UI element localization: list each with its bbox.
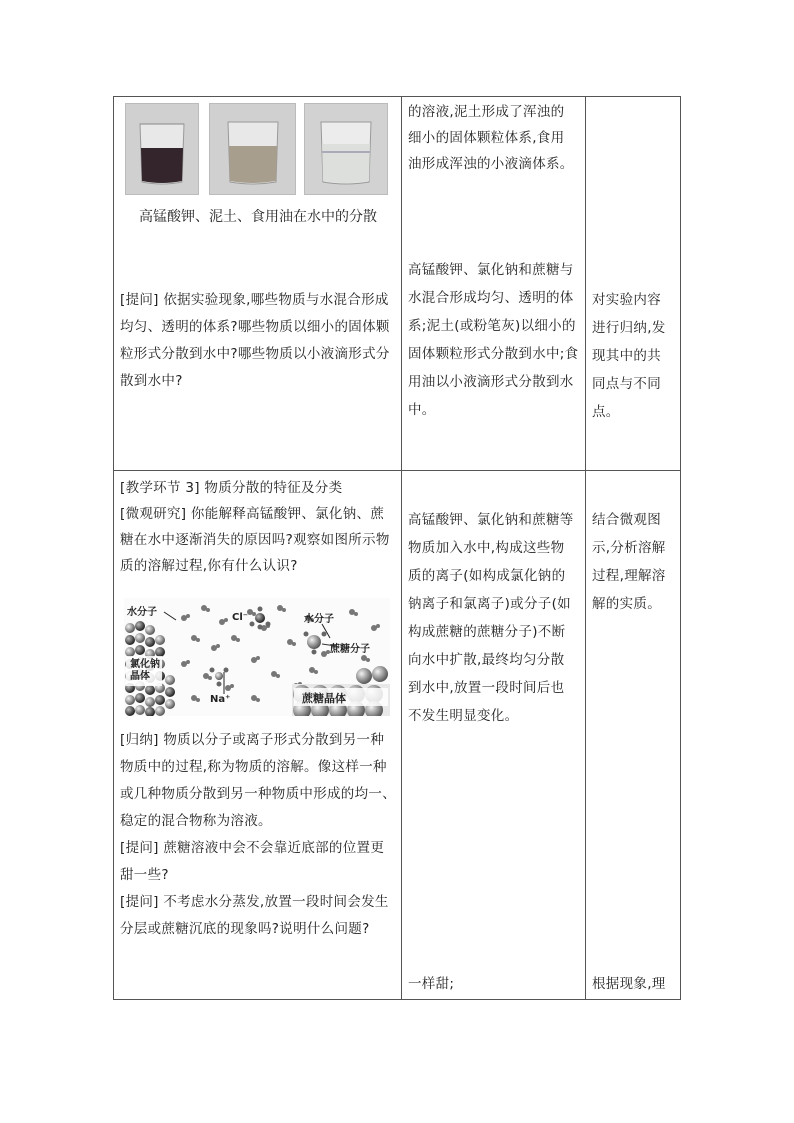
intent-dispersion <box>592 286 666 426</box>
text-line: 中。 <box>408 402 436 418</box>
row-divider <box>114 470 680 471</box>
text-line: [提问] 不考虑水分蒸发,放置一段时间会发生 <box>120 894 389 910</box>
label-sucrose-molecule: 蔗糖分子 <box>330 644 370 655</box>
column-divider-2 <box>585 97 586 999</box>
beaker-photo-mud <box>209 103 296 195</box>
text-line: 高锰酸钾、氯化钠和蔗糖与 <box>408 262 574 278</box>
text-line: 同点与不同 <box>592 376 661 392</box>
section-heading: [教学环节 3] 物质分散的特征及分类 <box>120 480 343 496</box>
text-line: 到水中,放置一段时间后也 <box>408 680 565 696</box>
label-na-ion: Na⁺ <box>210 694 231 705</box>
question-dispersion <box>120 287 390 395</box>
text-line: 质的溶解过程,你有什么认识? <box>120 558 298 574</box>
text-line: 钠离子和氯离子)或分子(如 <box>408 596 571 612</box>
text-line: 物质中的过程,称为物质的溶解。像这样一种 <box>120 759 387 775</box>
text-line: 粒形式分散到水中?哪些物质以小液滴形式分 <box>120 346 390 362</box>
photo-caption: 高锰酸钾、泥土、食用油在水中的分散 <box>139 209 377 225</box>
text-line: 对实验内容 <box>592 292 661 308</box>
text-line: [微观研究] 你能解释高锰酸钾、氯化钠、蔗 <box>120 506 385 522</box>
text-line: 水混合形成均匀、透明的体 <box>408 290 574 306</box>
answer-dispersion <box>408 256 578 424</box>
text-line: 散到水中? <box>120 373 183 389</box>
label-nacl-crystal <box>130 659 160 683</box>
text-line: 点。 <box>592 404 620 420</box>
text-line: 油形成浑浊的小液滴体系。 <box>408 156 574 172</box>
label-cl-ion: Cl⁻ <box>232 612 249 623</box>
text-line: 物质加入水中,构成这些物 <box>408 540 565 556</box>
text-line: 甜一些? <box>120 867 169 883</box>
text-line: [提问] 依据实验现象,哪些物质与水混合形成 <box>120 292 389 308</box>
intent-phenomenon: 根据现象,理 <box>592 976 666 992</box>
text-line: 细小的固体颗粒体系,食用 <box>408 130 565 146</box>
text-line: 示,分析溶解 <box>592 540 666 556</box>
text-line: 过程,理解溶 <box>592 568 666 584</box>
beaker-photo-permanganate <box>125 103 199 195</box>
text-line: 固体颗粒形式分散到水中;食 <box>408 346 579 362</box>
text-line: [提问] 蔗糖溶液中会不会靠近底部的位置更 <box>120 840 385 856</box>
text-line: 质的离子(如构成氯化钠的 <box>408 568 566 584</box>
summary-dissolution <box>120 727 396 943</box>
label-water-molecule-left: 水分子 <box>127 607 157 618</box>
column-divider-1 <box>401 97 402 999</box>
text-line: 不发生明显变化。 <box>408 708 519 724</box>
text-line: 进行归纳,发 <box>592 320 666 336</box>
text-line: 构成蔗糖的蔗糖分子)不断 <box>408 624 566 640</box>
label-line: 氯化钠 <box>130 659 160 670</box>
text-line: 稳定的混合物称为溶液。 <box>120 813 272 829</box>
observation-text <box>408 99 574 177</box>
label-water-molecule-right: 水分子 <box>304 614 334 625</box>
answer-micro <box>408 506 574 730</box>
text-line: 糖在水中逐渐消失的原因吗?观察如图所示物 <box>120 532 390 548</box>
intent-micro <box>592 506 666 618</box>
text-line: 现其中的共 <box>592 348 661 364</box>
label-sucrose-crystal: 蔗糖晶体 <box>302 692 346 705</box>
answer-sweetness: 一样甜; <box>408 976 455 992</box>
text-line: 的溶液,泥土形成了浑浊的 <box>408 104 565 120</box>
text-line: 高锰酸钾、氯化钠和蔗糖等 <box>408 512 574 528</box>
text-line: 解的实质。 <box>592 596 661 612</box>
beaker-photo-oil <box>304 103 388 195</box>
text-line: 向水中扩散,最终均匀分散 <box>408 652 565 668</box>
label-line: 晶体 <box>130 671 150 682</box>
text-line: 或几种物质分散到另一种物质中形成的均一、 <box>120 786 396 802</box>
text-line: 结合微观图 <box>592 512 661 528</box>
text-line: 分层或蔗糖沉底的现象吗?说明什么问题? <box>120 921 370 937</box>
section-micro <box>120 475 390 579</box>
dissolution-diagram <box>124 598 390 716</box>
text-line: [归纳] 物质以分子或离子形式分散到另一种 <box>120 732 385 748</box>
text-line: 用油以小液滴形式分散到水 <box>408 374 574 390</box>
text-line: 均匀、透明的体系?哪些物质以细小的固体颗 <box>120 319 390 335</box>
text-line: 系;泥土(或粉笔灰)以细小的 <box>408 318 576 334</box>
